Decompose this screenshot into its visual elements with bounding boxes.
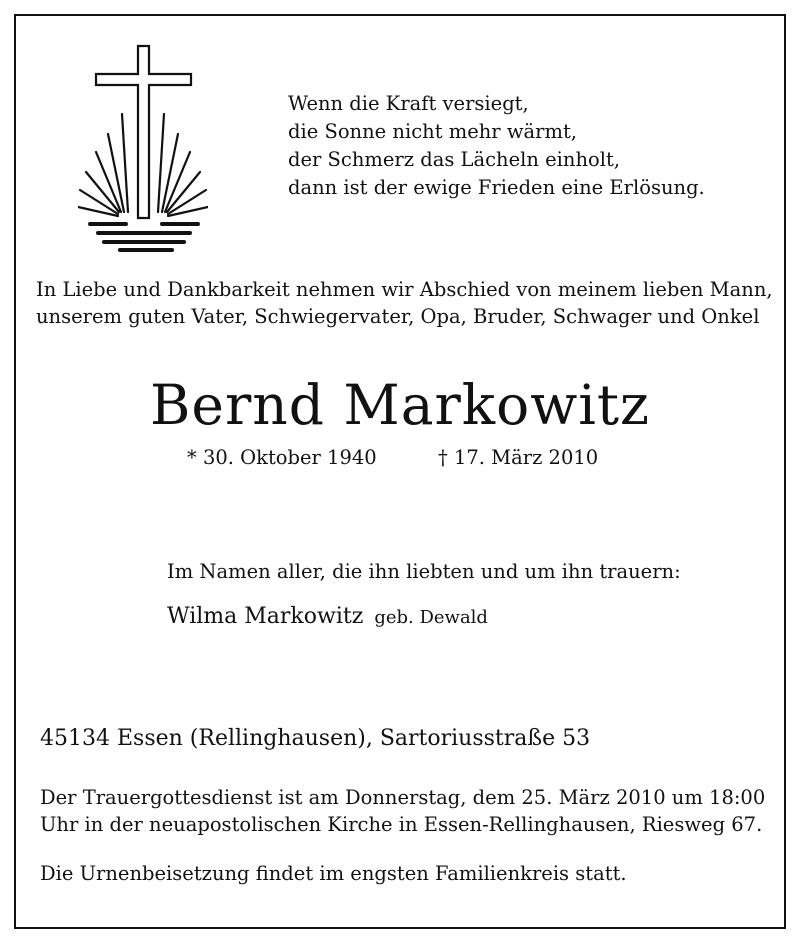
farewell-intro: In Liebe und Dankbarkeit nehmen wir Abschied von meinem lieben Mann, unserem guten Vater, Schwiegervater, Opa, Bruder, Schwager und Onkel [36, 278, 773, 328]
deceased-name: Bernd Markowitz [150, 373, 650, 437]
birth-date: * 30. Oktober 1940 [187, 446, 377, 469]
family-address: 45134 Essen (Rellinghausen), Sartoriusstraße 53 [40, 726, 591, 751]
death-date: † 17. März 2010 [438, 446, 599, 469]
cross-sun-water-icon [78, 44, 208, 256]
signer-name: Wilma Markowitz [167, 604, 364, 629]
funeral-service-info: Der Trauergottesdienst ist am Donnerstag, dem 25. März 2010 um 18:00 Uhr in der neuapostolischen Kirche in Essen-Rellinghausen, Riesweg 67. [40, 786, 766, 836]
poem-verse: Wenn die Kraft versiegt, die Sonne nicht mehr wärmt, der Schmerz das Lächeln einholt, dann ist der ewige Frieden eine Erlösung. [288, 92, 705, 199]
urn-burial-info: Die Urnenbeisetzung findet im engsten Familienkreis statt. [40, 862, 627, 885]
signer [167, 602, 488, 633]
mourners-line: Im Namen aller, die ihn liebten und um ihn trauern: [167, 560, 681, 583]
signer-maiden-name: geb. Dewald [374, 607, 488, 628]
